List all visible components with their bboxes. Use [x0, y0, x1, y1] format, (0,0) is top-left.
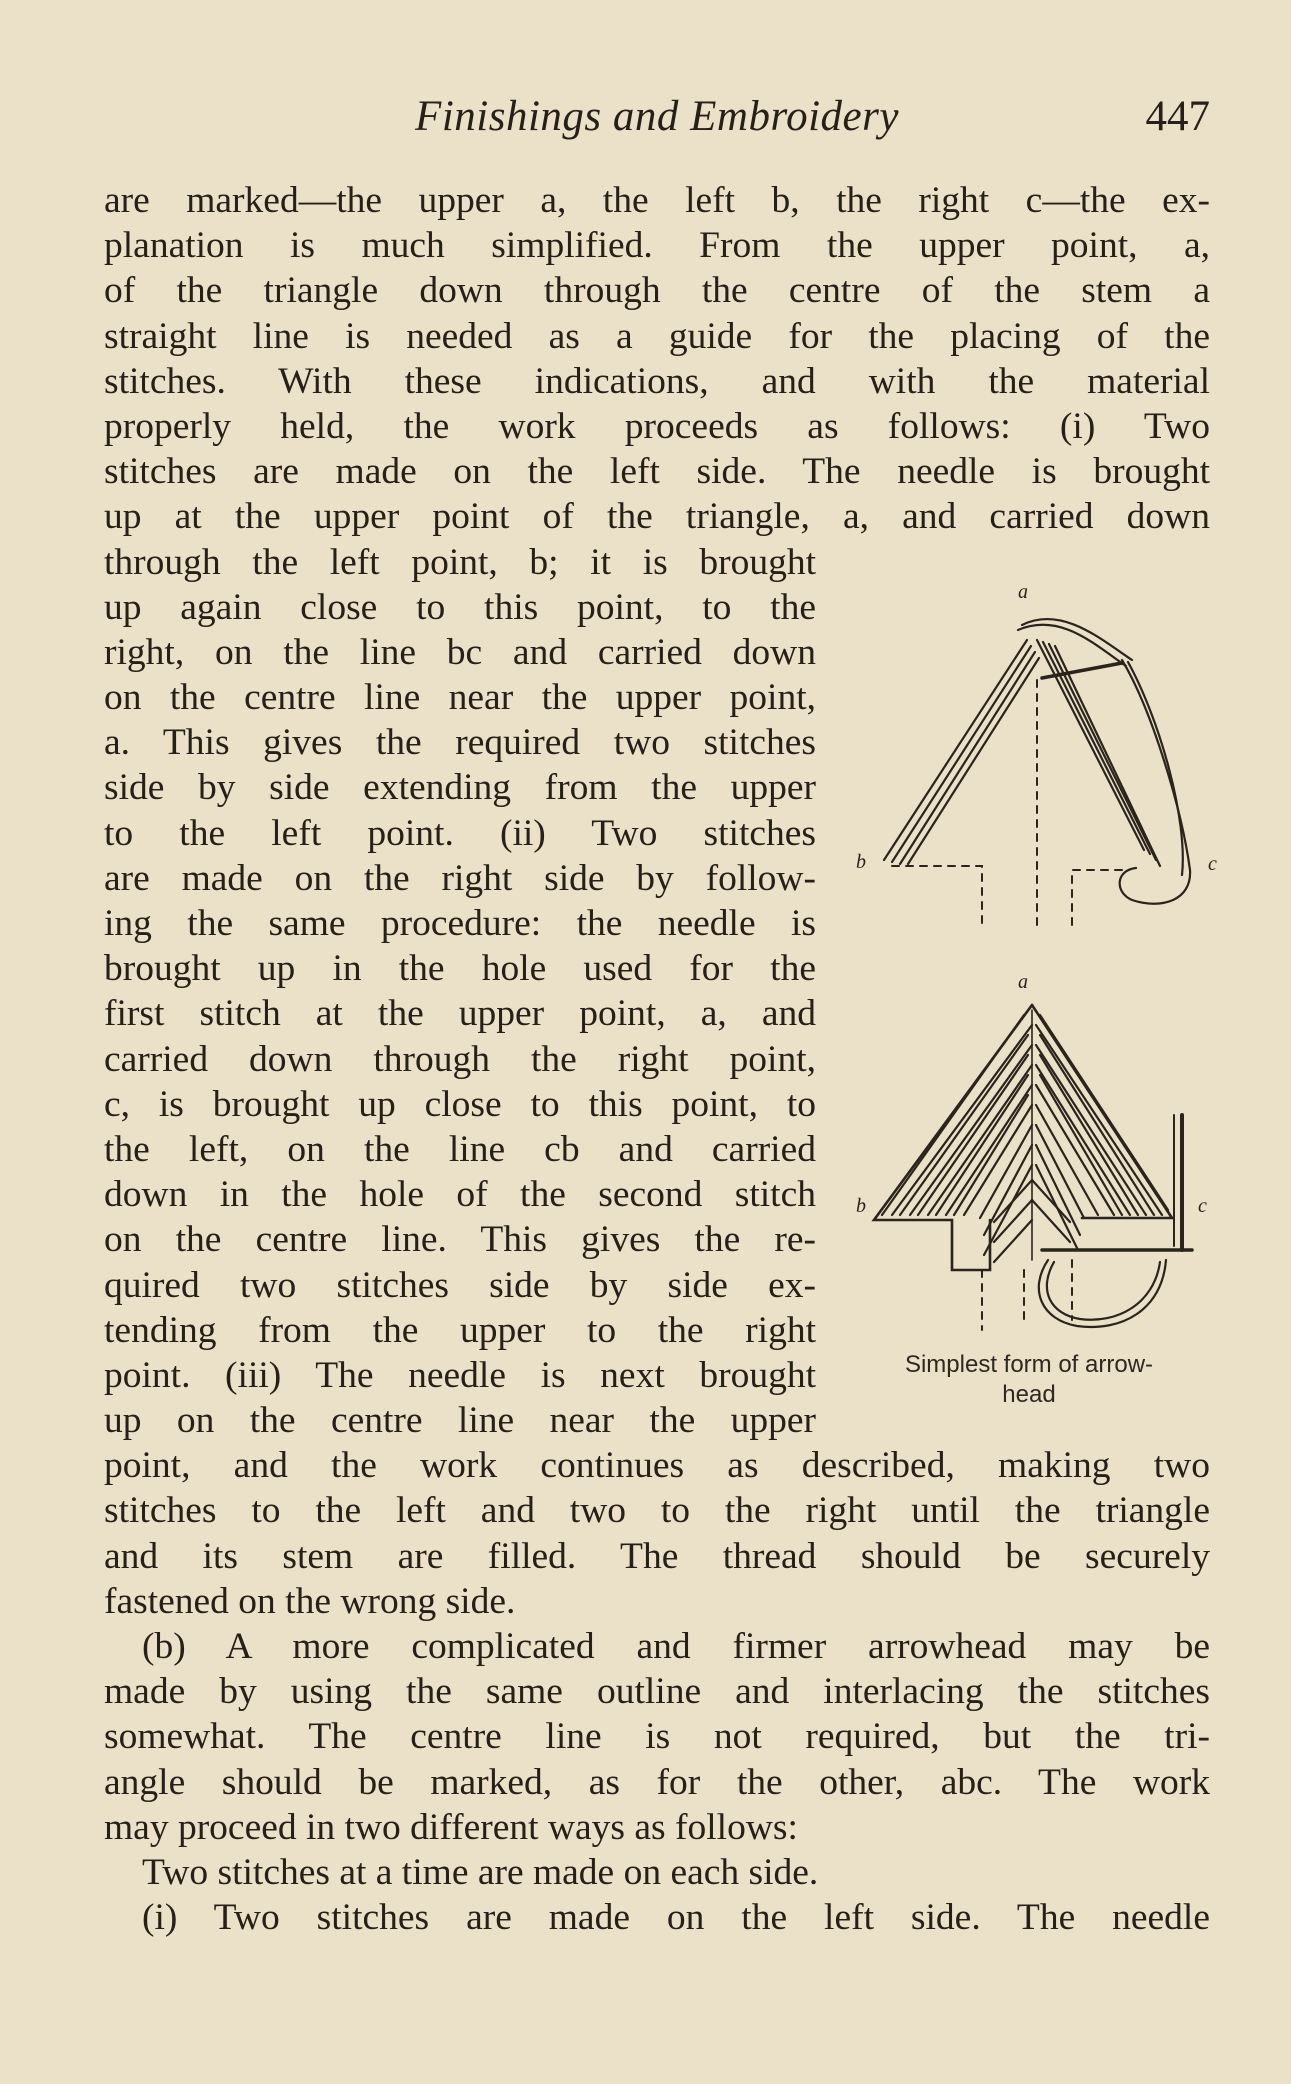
arrowhead-figure [832, 570, 1232, 1450]
text-line: somewhat. The centre line is not required, but the tri- [104, 1716, 1210, 1758]
text-line: up again close to this point, to the [104, 586, 816, 628]
caption-line: head [1002, 1381, 1056, 1408]
text-line: planation is much simplified. From the upper point, a, [104, 225, 1210, 267]
label-bottom-b: b [856, 1195, 866, 1217]
top-arrowhead-diagram [884, 619, 1190, 932]
text-line: quired two stitches side by side ex- [104, 1264, 816, 1306]
text-line: brought up in the hole used for the [104, 948, 816, 990]
text-line: (b) A more complicated and firmer arrowhead may be [142, 1626, 1210, 1667]
page-number: 447 [1145, 93, 1210, 140]
text-line: up on the centre line near the upper [104, 1400, 816, 1442]
text-line: down in the hole of the second stitch [104, 1174, 816, 1216]
text-line: tending from the upper to the right [104, 1309, 816, 1351]
text-line: are marked—the upper a, the left b, the right c—the ex- [104, 180, 1210, 221]
text-line: may proceed in two different ways as follows: [104, 1806, 798, 1848]
chapter-title: Finishings and Embroidery [415, 93, 899, 140]
text-line: to the left point. (ii) Two stitches [104, 812, 816, 854]
label-bottom-c: c [1198, 1195, 1207, 1217]
text-line: are made on the right side by follow- [104, 857, 816, 899]
label-top-b: b [856, 851, 866, 873]
label-top-c: c [1208, 853, 1217, 875]
text-line: made by using the same outline and interlacing the stitches [104, 1671, 1210, 1713]
running-header [104, 92, 1210, 152]
text-line: through the left point, b; it is brought [104, 541, 816, 583]
text-line: up at the upper point of the triangle, a, and carried down [104, 496, 1210, 538]
text-line: and its stem are filled. The thread should be securely [104, 1535, 1210, 1577]
text-line: on the centre line near the upper point, [104, 677, 816, 719]
text-line: stitches to the left and two to the right until the triangle [104, 1490, 1210, 1532]
text-line: right, on the line bc and carried down [104, 631, 816, 673]
text-line: of the triangle down through the centre of the stem a [104, 270, 1210, 312]
text-line: (i) Two stitches are made on the left side. The needle [142, 1897, 1210, 1939]
text-line: fastened on the wrong side. [104, 1580, 516, 1622]
text-line: a. This gives the required two stitches [104, 722, 816, 764]
caption-line: Simplest form of arrow- [904, 1351, 1154, 1378]
text-line: Two stitches at a time are made on each side. [142, 1851, 819, 1893]
text-line: the left, on the line cb and carried [104, 1128, 816, 1170]
label-bottom-a: a [1018, 971, 1028, 993]
text-line: point, and the work continues as described, making two [104, 1445, 1210, 1487]
text-line: angle should be marked, as for the other, abc. The work [104, 1761, 1210, 1803]
text-line: properly held, the work proceeds as follows: (i) Two [104, 405, 1210, 447]
arrowhead-illustration [832, 570, 1232, 1450]
label-top-a: a [1018, 581, 1028, 603]
text-line: point. (iii) The needle is next brought [104, 1354, 816, 1396]
figure-caption [864, 1350, 1194, 1410]
text-line: c, is brought up close to this point, to [104, 1083, 816, 1125]
text-line: side by side extending from the upper [104, 767, 816, 809]
text-line: stitches. With these indications, and with the material [104, 360, 1210, 402]
text-line: stitches are made on the left side. The needle is brought [104, 451, 1210, 493]
text-line: straight line is needed as a guide for the placing of the [104, 315, 1210, 357]
bottom-arrowhead-diagram [874, 1005, 1192, 1330]
text-line: first stitch at the upper point, a, and [104, 993, 816, 1035]
text-line: carried down through the right point, [104, 1038, 816, 1080]
text-line: on the centre line. This gives the re- [104, 1219, 816, 1261]
text-line: ing the same procedure: the needle is [104, 903, 816, 944]
